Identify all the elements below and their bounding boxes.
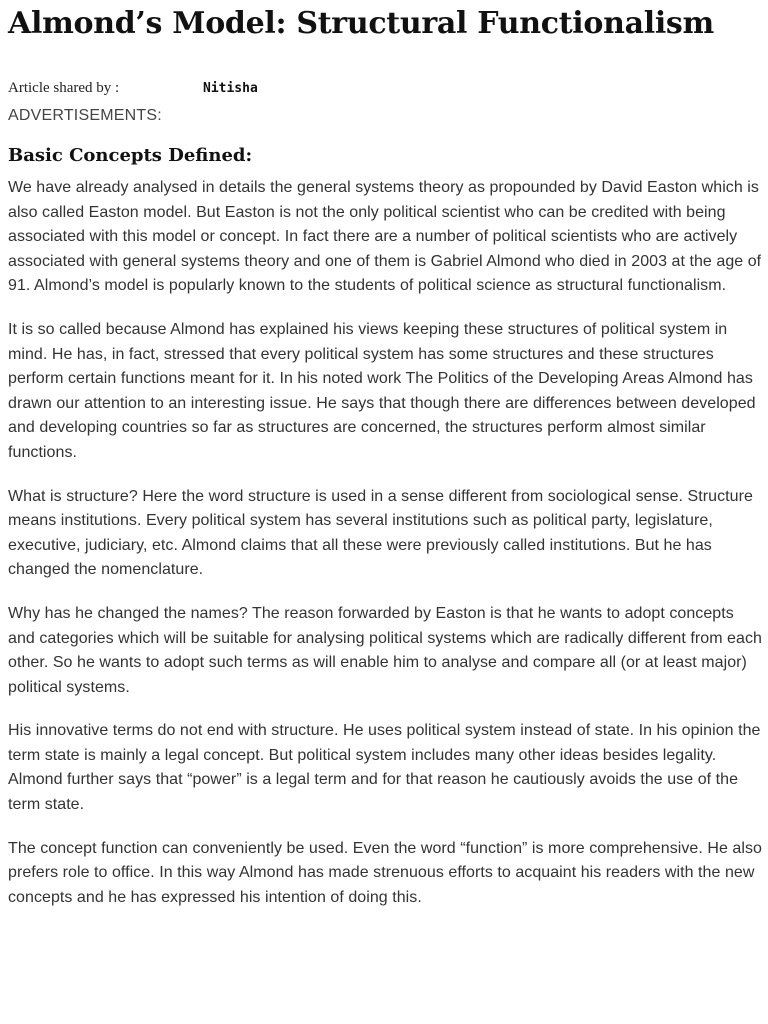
paragraph-3: What is structure? Here the word structure is used in a sense different from sociological sense. Structure means institutions. Every political system has several institutions such as political party, legislature, executive, judiciary, etc. Almond claims that all these were previously called institutions. But he has changed the nomenclature.	[8, 487, 753, 579]
byline-label: Article shared by :	[8, 80, 120, 96]
paragraph-6: The concept function can conveniently be used. Even the word “function” is more comprehensive. He also prefers role to office. In this way Almond has made strenuous efforts to acquaint his readers with the new concepts and he has expressed his intention of doing this.	[8, 839, 762, 906]
article-page	[8, 0, 763, 929]
author-name: Nitisha	[203, 81, 258, 96]
advertisements-label: ADVERTISEMENTS:	[8, 107, 162, 124]
section-heading: Basic Concepts Defined:	[8, 145, 253, 166]
paragraph-2: It is so called because Almond has explained his views keeping these structures of political system in mind. He has, in fact, stressed that every political system has some structures and these structures perform certain functions meant for it. In his noted work The Politics of the Developing Areas Almond has drawn our attention to an interesting issue. He says that though there are differences between developed and developing countries so far as structures are concerned, the structures perform almost similar functions.	[8, 320, 756, 461]
article-title: Almond’s Model: Structural Functionalism	[8, 6, 714, 41]
paragraph-4: Why has he changed the names? The reason forwarded by Easton is that he wants to adopt concepts and categories which will be suitable for analysing political systems which are radically different from each other. So he wants to adopt such terms as will enable him to analyse and compare all (or at least major) political systems.	[8, 604, 762, 696]
byline	[8, 80, 763, 100]
paragraph-1: We have already analysed in details the general systems theory as propounded by David Easton which is also called Easton model. But Easton is not the only political scientist who can be credited with being associated with this model or concept. In fact there are a number of political scientists who are actively associated with general systems theory and one of them is Gabriel Almond who died in 2003 at the age of 91. Almond’s model is popularly known to the students of political science as structural functionalism.	[8, 179, 762, 295]
paragraph-5: His innovative terms do not end with structure. He uses political system instead of state. In his opinion the term state is mainly a legal concept. But political system includes many other ideas besides legality. Almond further says that “power” is a legal term and for that reason he cautiously avoids the use of the term state.	[8, 722, 761, 814]
